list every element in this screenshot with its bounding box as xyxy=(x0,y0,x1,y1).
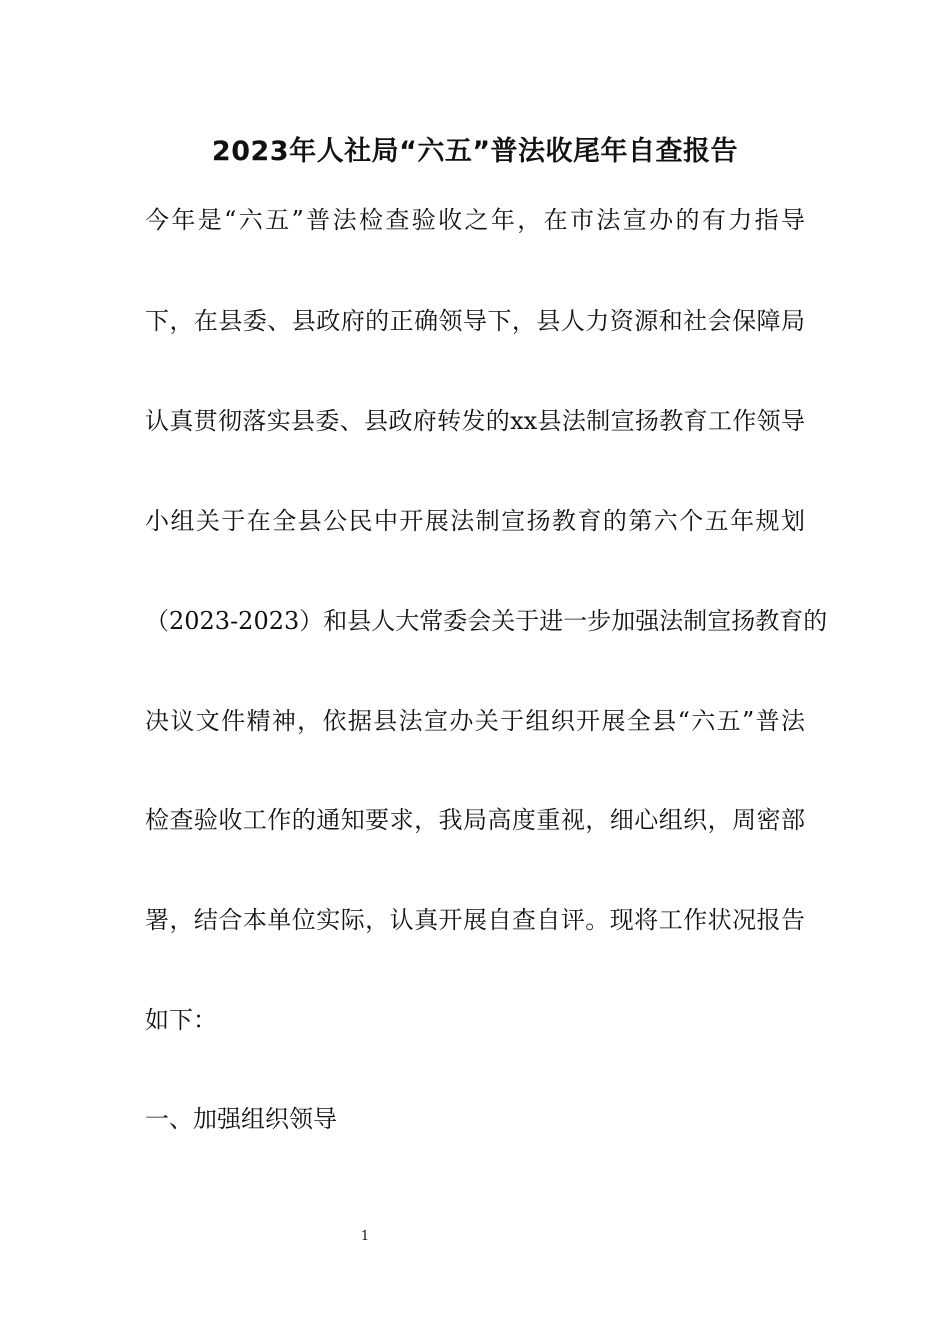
section-heading: 一、加强组织领导 xyxy=(145,1105,337,1133)
document-title: 2023年人社局“六五”普法收尾年自查报告 xyxy=(211,136,739,167)
body-line-2: 下，在县委、县政府的正确领导下，县人力资源和社会保障局 xyxy=(145,307,805,335)
page-number: 1 xyxy=(360,1229,370,1244)
body-line-9: 如下： xyxy=(145,1006,217,1034)
body-line-6: 决议文件精神，依据县法宣办关于组织开展全县“六五”普法 xyxy=(145,707,805,735)
body-line-8: 署，结合本单位实际，认真开展自查自评。现将工作状况报告 xyxy=(145,906,805,934)
body-line-5: （2023-2023）和县人大常委会关于进一步加强法制宣扬教育的 xyxy=(145,607,828,635)
body-line-1: 今年是“六五”普法检查验收之年，在市法宣办的有力指导 xyxy=(145,206,805,234)
body-line-3: 认真贯彻落实县委、县政府转发的xx县法制宣扬教育工作领导 xyxy=(145,407,805,435)
body-line-4: 小组关于在全县公民中开展法制宣扬教育的第六个五年规划 xyxy=(145,507,805,535)
body-line-7: 检查验收工作的通知要求，我局高度重视，细心组织，周密部 xyxy=(145,806,805,834)
